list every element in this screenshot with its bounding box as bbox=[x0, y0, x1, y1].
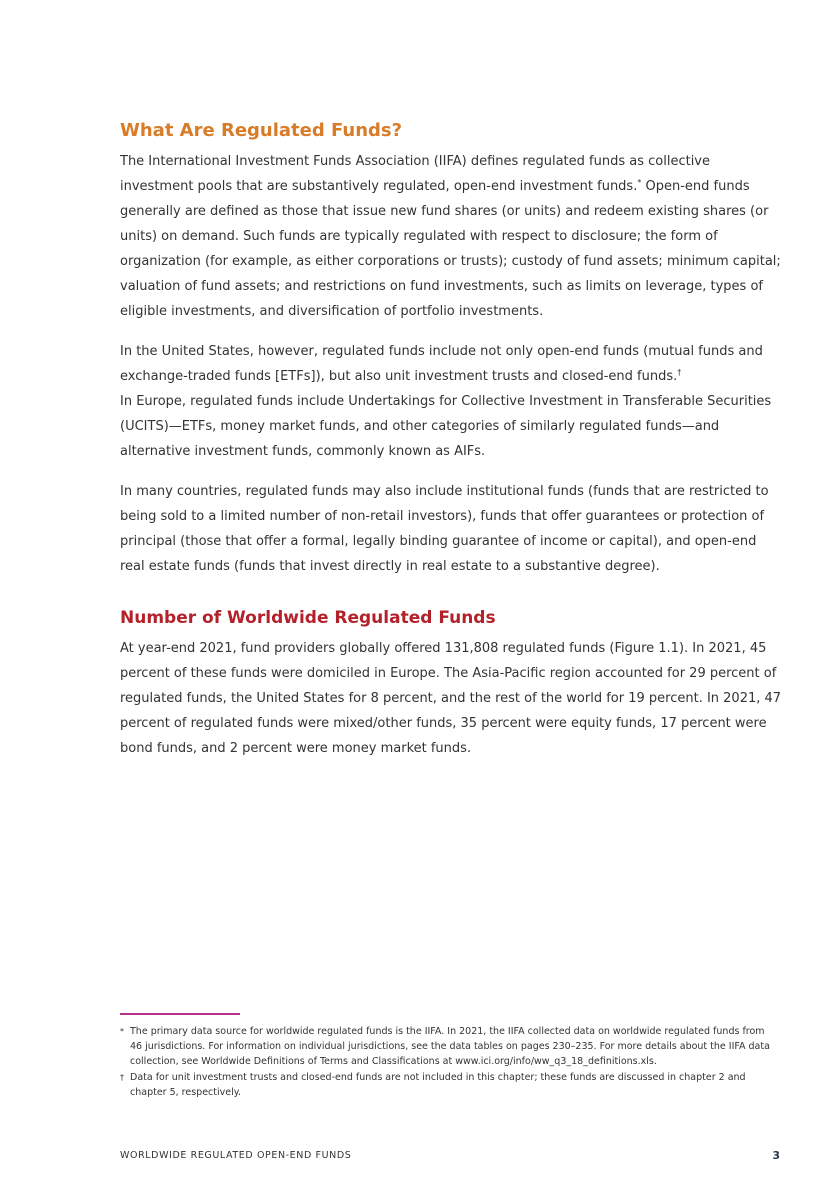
footnote-text: The primary data source for worldwide regulated funds is the IIFA. In 2021, the IIFA collected data on worldwide regulated funds from 46 jurisdictions. For information on individual jurisdictions, see the data tables on pages 230–235. For more details about the IIFA data collection, see Worldwide Definitions of Terms and Classifications at www.ici.org/info/ww_q3_18_definitions.xls. bbox=[130, 1026, 770, 1067]
footnote-marker: * bbox=[637, 178, 642, 187]
footnote-mark: † bbox=[120, 1073, 124, 1082]
footnote-mark: * bbox=[120, 1027, 124, 1036]
page-number: 3 bbox=[772, 1149, 780, 1162]
footnotes bbox=[120, 1024, 770, 1101]
paragraph-text: The International Investment Funds Association (IIFA) defines regulated funds as collective investment pools that are substantively regulated, open-end investment funds. bbox=[120, 154, 710, 194]
footnote-divider bbox=[120, 1013, 240, 1015]
paragraph-regulated-funds-definition bbox=[120, 149, 784, 324]
paragraph-text: In the United States, however, regulated funds include not only open-end funds (mutual funds and exchange-traded funds [ETFs]), but also unit investment trusts and closed-end funds. bbox=[120, 344, 763, 384]
paragraph-text: In Europe, regulated funds include Undertakings for Collective Investment in Transferable Securities (UCITS)—ETFs, money market funds, and other categories of similarly regulated funds—and alternative investment funds, commonly known as AIFs. bbox=[120, 394, 772, 459]
footnote-item bbox=[120, 1070, 770, 1100]
main-content bbox=[120, 118, 784, 776]
footnote-marker: † bbox=[677, 368, 682, 377]
running-footer-title: WORLDWIDE REGULATED OPEN-END FUNDS bbox=[120, 1150, 352, 1161]
paragraph-fund-statistics: At year-end 2021, fund providers globally offered 131,808 regulated funds (Figure 1.1). In 2021, 45 percent of these funds were domiciled in Europe. The Asia-Pacific region accounted for 29 percent of regulated funds, the United States for 8 percent, and the rest of the world for 19 percent. In 2021, 47 percent of regulated funds were mixed/other funds, 35 percent were equity funds, 17 percent were bond funds, and 2 percent were money market funds. bbox=[120, 641, 782, 756]
footnote-text: Data for unit investment trusts and closed-end funds are not included in this chapter; these funds are discussed in chapter 2 and chapter 5, respectively. bbox=[130, 1072, 746, 1098]
footnote-item bbox=[120, 1024, 770, 1069]
section-heading-number-of-funds: Number of Worldwide Regulated Funds bbox=[120, 608, 496, 628]
paragraph-other-countries: In many countries, regulated funds may also include institutional funds (funds that are restricted to being sold to a limited number of non-retail investors), funds that offer guarantees or protection of principal (those that offer a formal, legally binding guarantee of income or capital), and open-end real estate funds (funds that invest directly in real estate to a substantive degree). bbox=[120, 484, 769, 574]
paragraph-us-europe bbox=[120, 339, 784, 464]
paragraph-text: Open-end funds generally are defined as those that issue new fund shares (or units) and redeem existing shares (or units) on demand. Such funds are typically regulated with respect to disclosure; the form of organization (for example, as either corporations or trusts); custody of fund assets; minimum capital; valuation of fund assets; and restrictions on fund investments, such as limits on leverage, types of eligible investments, and diversification of portfolio investments. bbox=[120, 179, 781, 319]
section-heading-what-are-regulated-funds: What Are Regulated Funds? bbox=[120, 120, 403, 141]
